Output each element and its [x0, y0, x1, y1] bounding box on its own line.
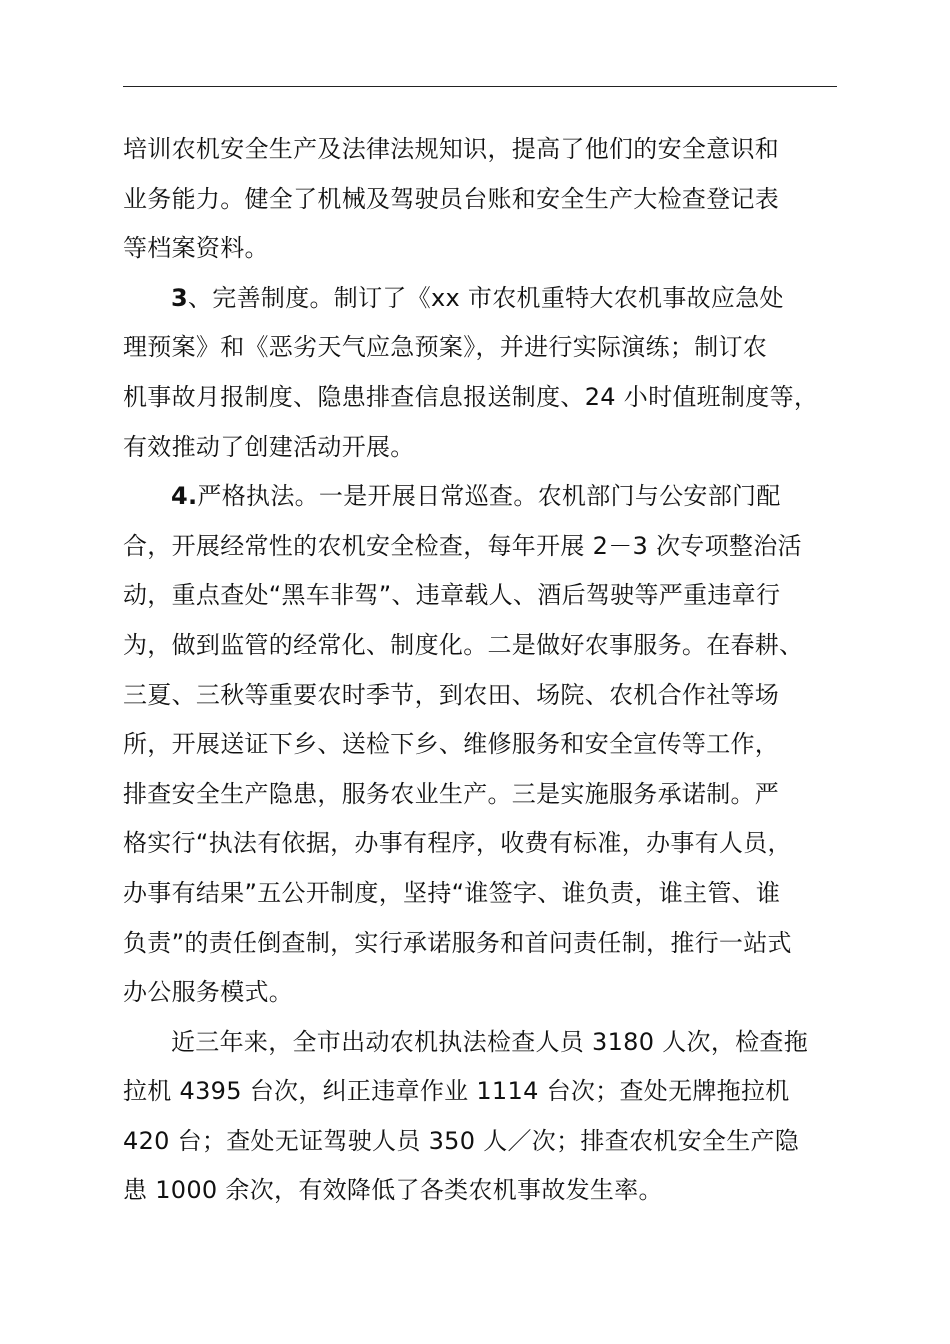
item-number: 3	[171, 283, 188, 312]
text-line: 为，做到监管的经常化、制度化。二是做好农事服务。在春耕、	[123, 630, 804, 659]
text-line: 动，重点查处“黑车非驾”、违章载人、酒后驾驶等严重违章行	[123, 581, 781, 610]
text-line: 三夏、三秋等重要农时季节，到农田、场院、农机合作社等场	[123, 680, 780, 709]
text-line: 患 1000 余次，有效降低了各类农机事故发生率。	[123, 1176, 663, 1205]
text-line: 理预案》和《恶劣天气应急预案》，并进行实际演练；制订农	[123, 333, 768, 362]
document-body	[123, 125, 839, 1216]
paragraph-3	[123, 472, 839, 1018]
item-number: 4.	[171, 482, 198, 511]
text-line: 拉机 4395 台次，纠正违章作业 1114 台次；查处无牌拖拉机	[123, 1077, 790, 1106]
text-span: 严格执法。一是开展日常巡查。农机部门与公安部门配	[197, 482, 781, 511]
text-span: 、完善制度。制订了《xx 市农机重特大农机事故应急处	[188, 283, 784, 312]
paragraph-1	[123, 125, 839, 274]
paragraph-4	[123, 1018, 839, 1216]
text-line: 所，开展送证下乡、送检下乡、维修服务和安全宣传等工作，	[123, 730, 780, 759]
text-line: 办事有结果”五公开制度，坚持“谁签字、谁负责，谁主管、谁	[123, 878, 781, 907]
text-line: 业务能力。健全了机械及驾驶员台账和安全生产大检查登记表	[123, 184, 780, 213]
paragraph-2	[123, 274, 839, 472]
header-rule	[123, 86, 837, 87]
text-line	[123, 472, 839, 522]
text-line: 培训农机安全生产及法律法规知识，提高了他们的安全意识和	[123, 135, 780, 163]
text-line: 等档案资料。	[123, 234, 269, 263]
text-line	[123, 274, 839, 324]
text-line: 格实行“执法有依据，办事有程序，收费有标准，办事有人员，	[123, 829, 792, 858]
text-line: 合，开展经常性的农机安全检查，每年开展 2－3 次专项整治活	[123, 531, 802, 560]
text-line: 机事故月报制度、隐患排查信息报送制度、24 小时值班制度等，	[123, 382, 819, 411]
text-line: 近三年来，全市出动农机执法检查人员 3180 人次，检查拖	[171, 1027, 809, 1056]
text-line: 负责”的责任倒查制，实行承诺服务和首问责任制，推行一站式	[123, 928, 792, 957]
text-line: 排查安全生产隐患，服务农业生产。三是实施服务承诺制。严	[123, 779, 780, 808]
text-line: 有效推动了创建活动开展。	[123, 432, 415, 461]
text-line: 420 台；查处无证驾驶人员 350 人／次；排查农机安全生产隐	[123, 1126, 800, 1155]
text-line: 办公服务模式。	[123, 978, 294, 1007]
